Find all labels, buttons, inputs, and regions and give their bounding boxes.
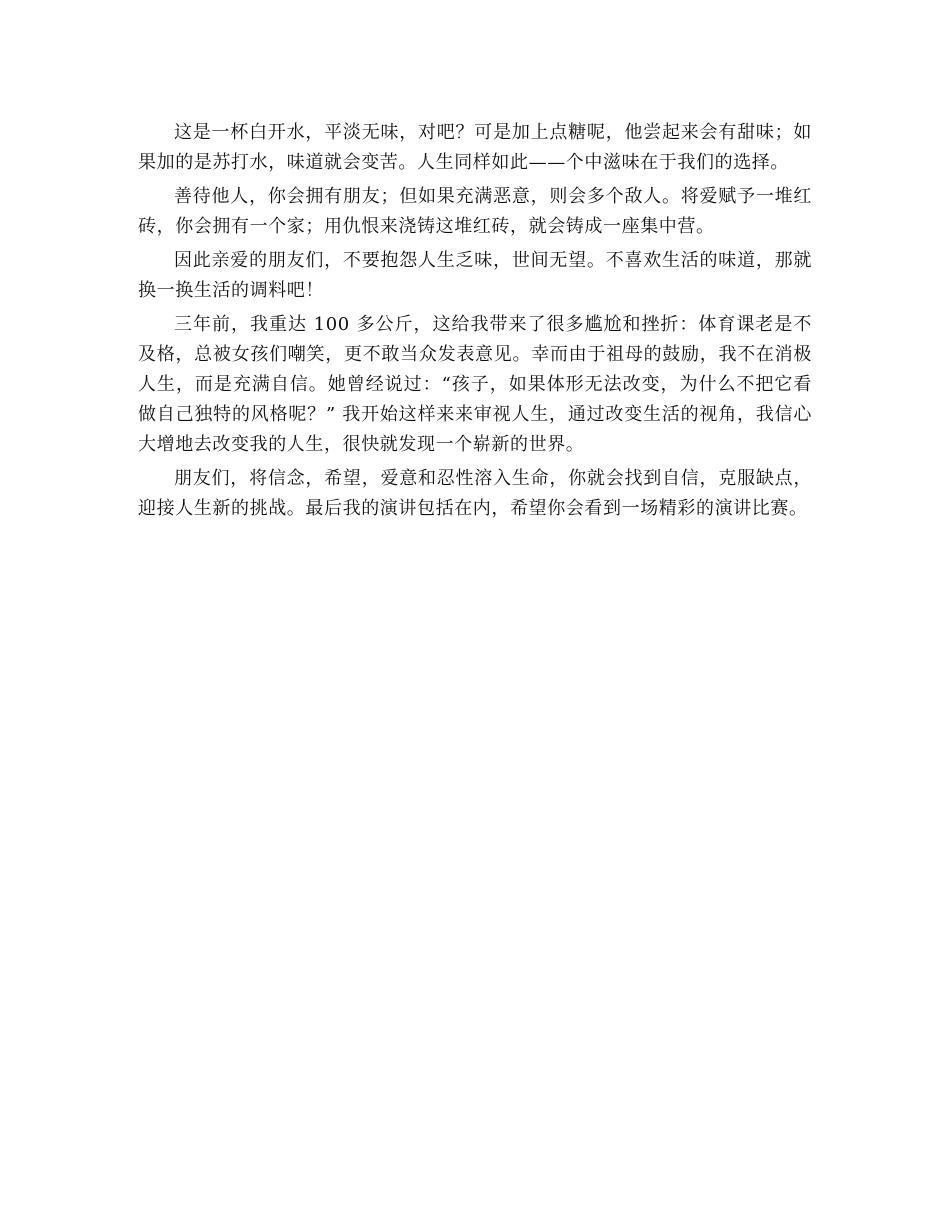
document-body [138, 118, 812, 528]
paragraph-1: 这是一杯白开水，平淡无味，对吧？可是加上点糖呢，他尝起来会有甜味；如果加的是苏打水，味道就会变苦。人生同样如此——个中滋味在于我们的选择。 [138, 122, 812, 173]
paragraph-2: 善待他人，你会拥有朋友；但如果充满恶意，则会多个敌人。将爱赋予一堆红砖，你会拥有一个家；用仇恨来浇铸这堆红砖，就会铸成一座集中营。 [138, 186, 812, 237]
paragraph-3: 因此亲爱的朋友们，不要抱怨人生乏味，世间无望。不喜欢生活的味道，那就换一换生活的调料吧！ [138, 250, 812, 301]
paragraph-4: 三年前，我重达 100 多公斤，这给我带来了很多尴尬和挫折：体育课老是不及格，总被女孩们嘲笑，更不敢当众发表意见。幸而由于祖母的鼓励，我不在消极人生，而是充满自信。她曾经说过：“孩子，如果体形无法改变，为什么不把它看做自己独特的风格呢？” 我开始这样来来审视人生，通过改变生活的视角，我信心大增地去改变我的人生，很快就发现一个崭新的世界。 [138, 314, 812, 455]
paragraph-5: 朋友们，将信念，希望，爱意和忍性溶入生命，你就会找到自信，克服缺点，迎接人生新的挑战。最后我的演讲包括在内，希望你会看到一场精彩的演讲比赛。 [138, 468, 812, 519]
